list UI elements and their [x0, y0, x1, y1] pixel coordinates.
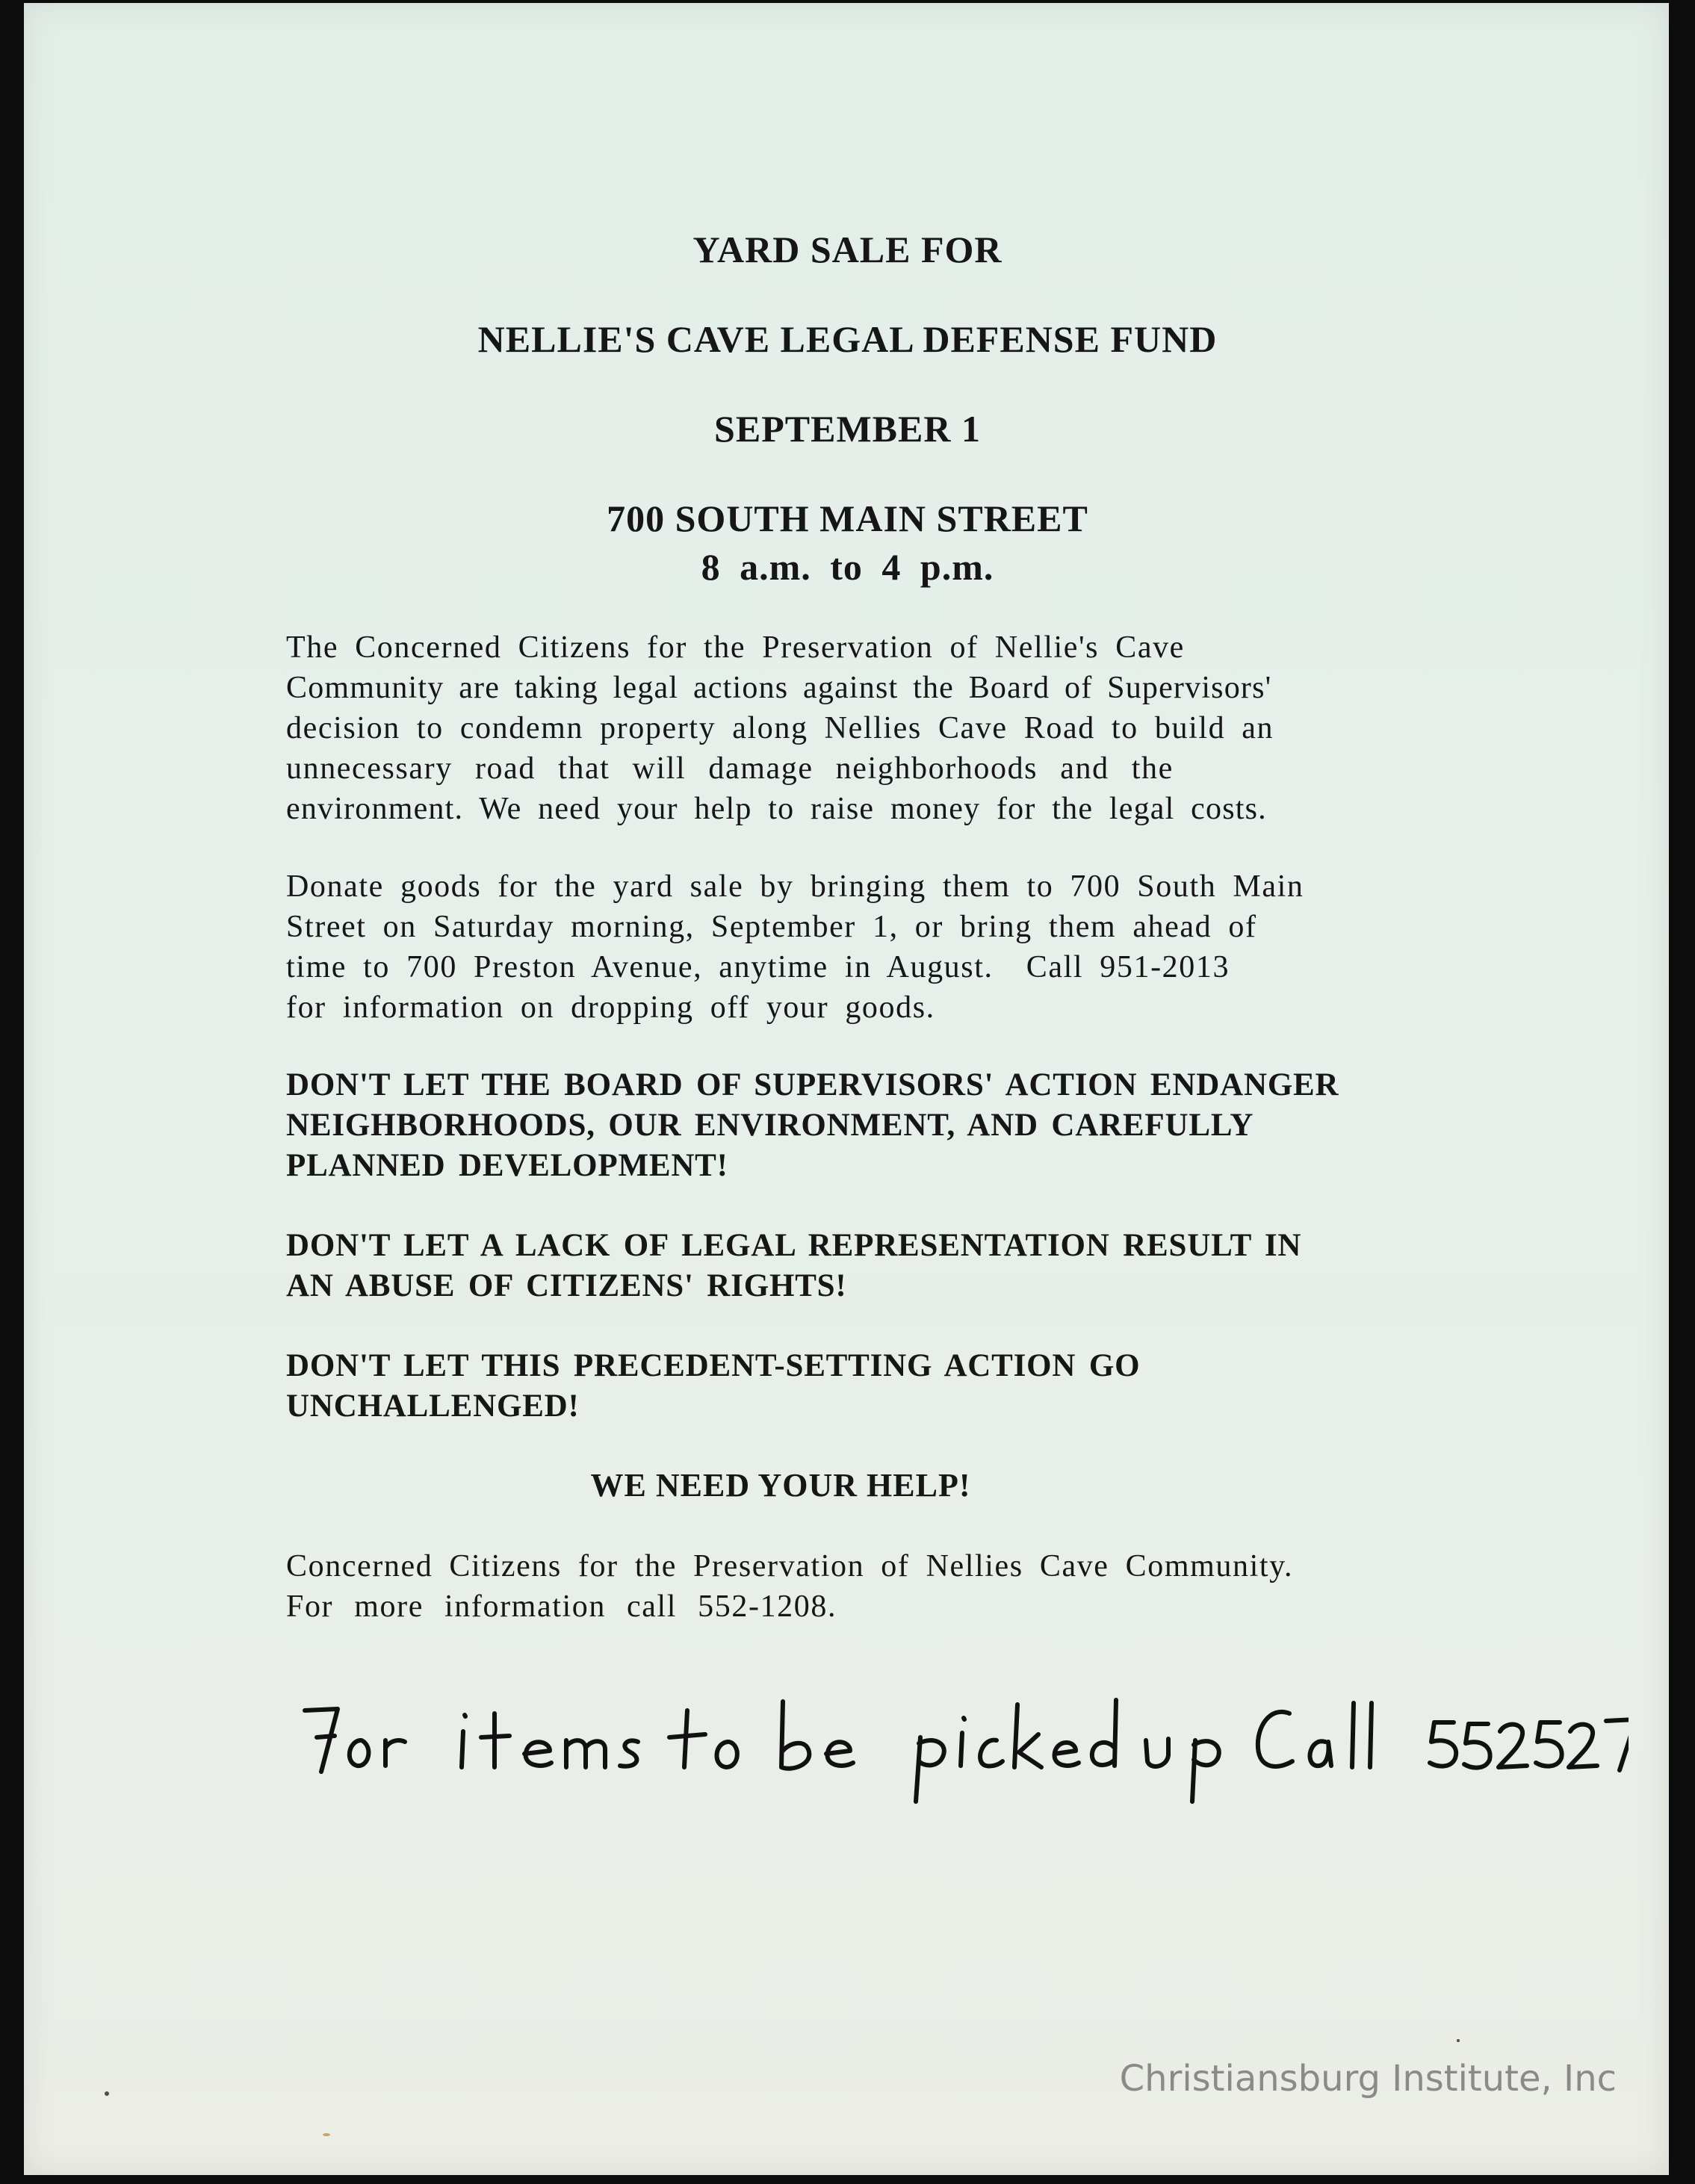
sale-hours: 8 a.m. to 4 p.m.: [701, 546, 994, 588]
help-callout: WE NEED YOUR HELP!: [590, 1467, 971, 1504]
paragraph-line: Community are taking legal actions against the Board of Supervisors': [286, 671, 1272, 705]
footer-line: For more information call 552-1208.: [286, 1589, 837, 1624]
footer-line: Concerned Citizens for the Preservation of Nellies Cave Community.: [286, 1549, 1294, 1583]
sale-date: SEPTEMBER 1: [714, 408, 981, 450]
appeal-line: UNCHALLENGED!: [286, 1389, 580, 1424]
donation-paragraph: [286, 866, 1422, 1028]
paragraph-line: Street on Saturday morning, September 1, or bring them ahead of: [286, 910, 1257, 944]
paper-speck: [323, 2133, 330, 2136]
paper-speck: [1457, 2039, 1460, 2042]
paragraph-line: decision to condemn property along Nellies Cave Road to build an: [286, 711, 1274, 745]
paper-speck: [105, 2091, 109, 2096]
appeal-line: AN ABUSE OF CITIZENS' RIGHTS!: [286, 1268, 847, 1303]
appeal-line: PLANNED DEVELOPMENT!: [286, 1148, 728, 1183]
archive-watermark: Christiansburg Institute, Inc: [1119, 2058, 1617, 2100]
appeal-line: DON'T LET A LACK OF LEGAL REPRESENTATION RESULT IN: [286, 1228, 1302, 1263]
paragraph-line: Donate goods for the yard sale by bringing them to 700 South Main: [286, 869, 1304, 904]
paragraph-line: for information on dropping off your goods.: [286, 990, 935, 1025]
appeal-line: DON'T LET THIS PRECEDENT-SETTING ACTION GO: [286, 1348, 1141, 1383]
paragraph-line: The Concerned Citizens for the Preservation of Nellie's Cave: [286, 630, 1185, 665]
appeal-precedent: [286, 1346, 1422, 1427]
heading-yard-sale: YARD SALE FOR: [692, 229, 1003, 270]
paragraph-line: unnecessary road that will damage neighborhoods and the: [286, 751, 1174, 786]
footer-contact: [286, 1546, 1422, 1627]
intro-paragraph: [286, 627, 1422, 829]
handwritten-note: [299, 1688, 1629, 1808]
appeal-board-action: [286, 1065, 1422, 1186]
sale-address: 700 SOUTH MAIN STREET: [607, 497, 1088, 539]
paragraph-line: time to 700 Preston Avenue, anytime in August. Call 951-2013: [286, 950, 1230, 984]
paragraph-line: environment. We need your help to raise money for the legal costs.: [286, 792, 1267, 826]
appeal-legal-representation: [286, 1226, 1422, 1306]
appeal-line: NEIGHBORHOODS, OUR ENVIRONMENT, AND CAREFULLY: [286, 1108, 1254, 1143]
heading-fund-name: NELLIE'S CAVE LEGAL DEFENSE FUND: [477, 318, 1218, 360]
appeal-line: DON'T LET THE BOARD OF SUPERVISORS' ACTION ENDANGER: [286, 1067, 1339, 1102]
